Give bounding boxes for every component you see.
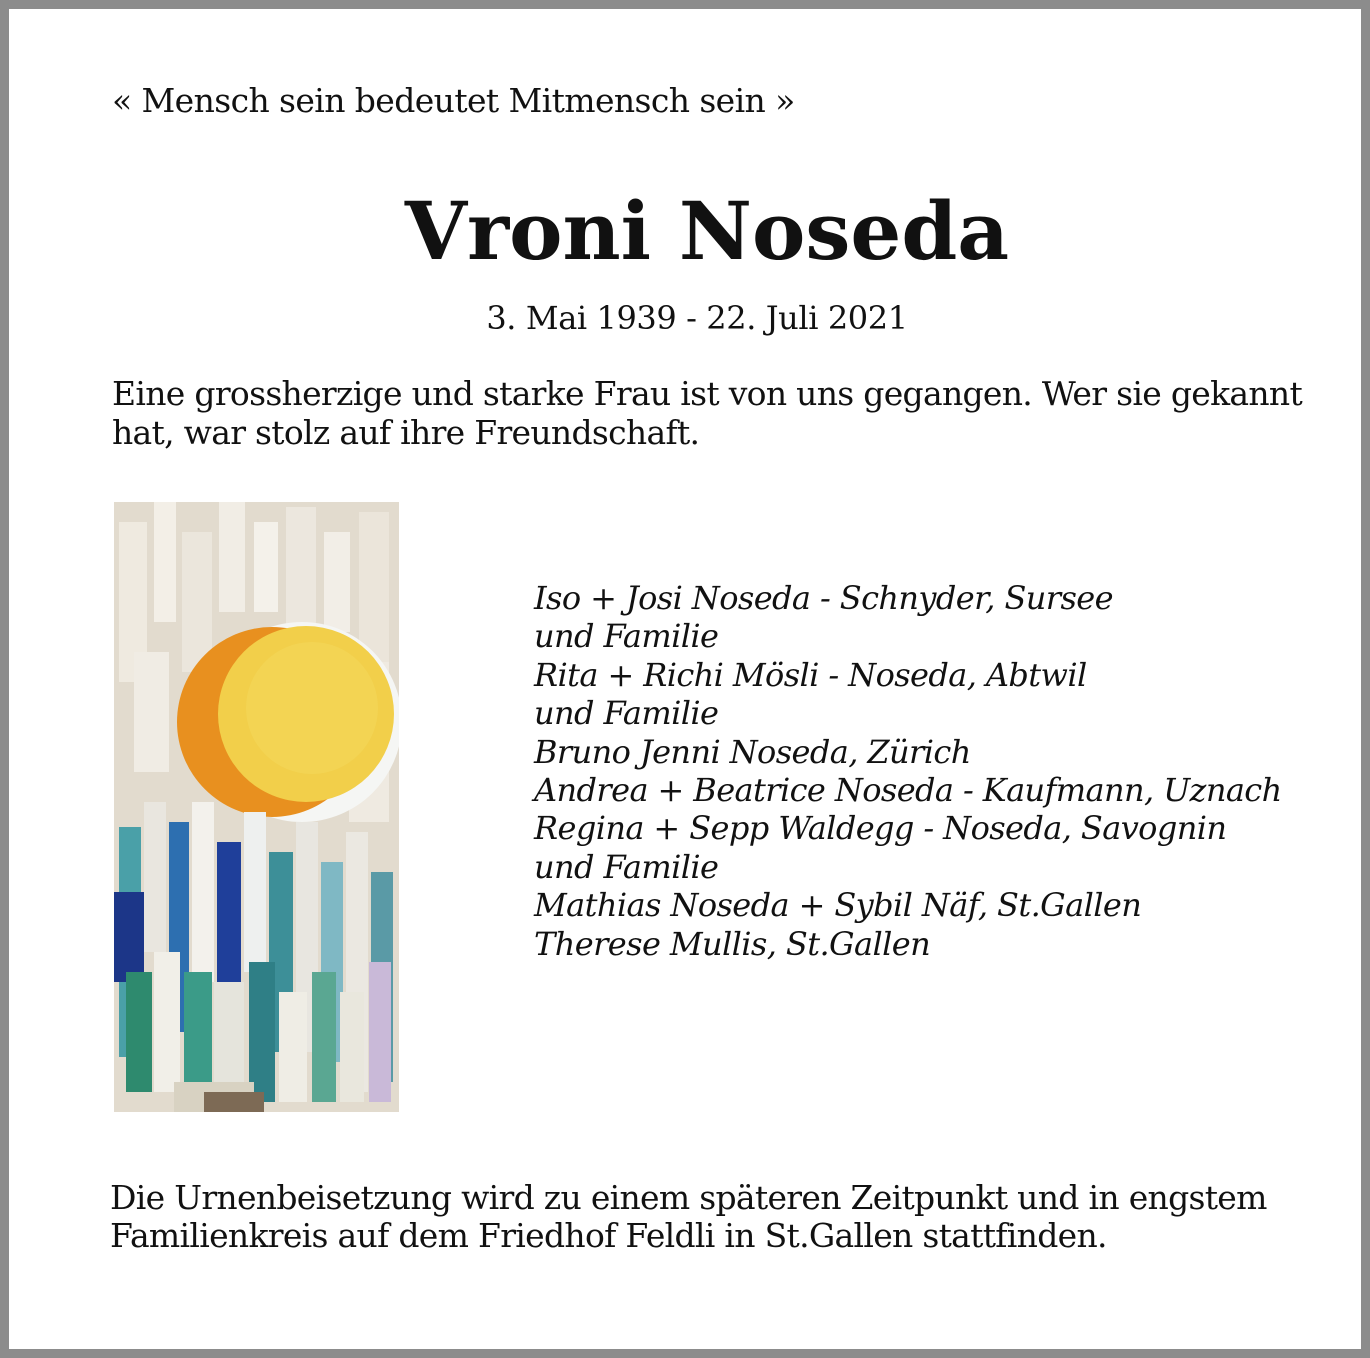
intro-text: Eine grossherzige und starke Frau ist von uns gegangen. Wer sie gekannt hat, war stolz auf ihre Freundschaft. bbox=[112, 374, 1303, 452]
mourner-line: Iso + Josi Noseda - Schnyder, Sursee bbox=[534, 579, 1113, 617]
mourner-line: Bruno Jenni Noseda, Zürich bbox=[534, 732, 971, 771]
mourner-line: Mathias Noseda + Sybil Näf, St.Gallen bbox=[534, 886, 1142, 925]
burial-notice: Die Urnenbeisetzung wird zu einem späteren Zeitpunkt und in engstem Familienkreis auf dem Friedhof Feldli in St.Gallen stattfinden. bbox=[110, 1178, 1267, 1255]
obituary-page bbox=[9, 9, 1361, 1349]
mourner-line: Therese Mullis, St.Gallen bbox=[534, 924, 931, 963]
mourner-line: und Familie bbox=[534, 694, 719, 733]
motto-quote: « Mensch sein bedeutet Mitmensch sein » bbox=[112, 81, 795, 120]
textile-sun-artwork-icon bbox=[114, 502, 399, 1112]
mourner-line: Regina + Sepp Waldegg - Noseda, Savognin bbox=[534, 809, 1227, 848]
mourner-line: und Familie bbox=[534, 617, 719, 656]
mourners-list bbox=[534, 579, 1282, 963]
life-dates: 3. Mai 1939 - 22. Juli 2021 bbox=[486, 299, 908, 337]
deceased-name: Vroni Noseda bbox=[404, 184, 1010, 278]
mourner-line: Rita + Richi Mösli - Noseda, Abtwil bbox=[534, 655, 1087, 694]
mourner-line: und Familie bbox=[534, 847, 719, 886]
mourner-line: Andrea + Beatrice Noseda - Kaufmann, Uznach bbox=[534, 770, 1282, 809]
